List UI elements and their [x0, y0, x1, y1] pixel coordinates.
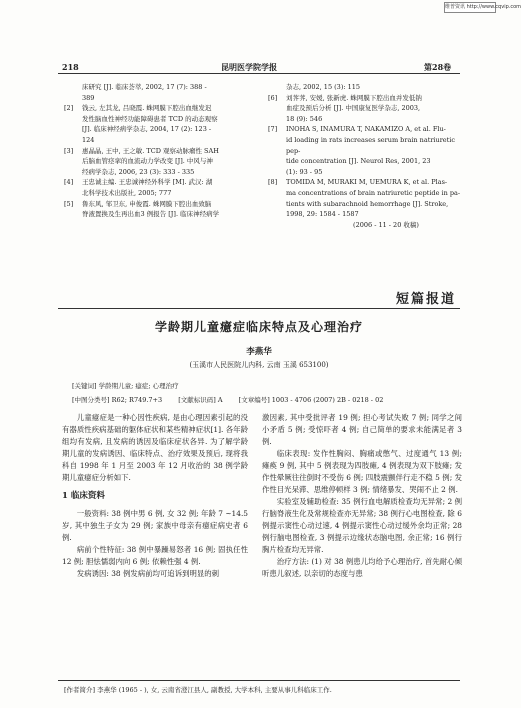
article-author: 李燕华: [246, 347, 272, 357]
reference-text: INOHA S, INAMURA T, NAKAMIZO A, et al. Flu- id loading in rats increases serum brain natriuretic pep- tide concentration [J]. Neurol Res, 2001, 23 (1): 93 - 95: [286, 125, 455, 176]
references-right-column: [268, 82, 464, 230]
lab-tests-paragraph: 实验室及辅助检查: 35 例行血电解质检查均无异常; 2 例行脑脊液生化及常规检查亦无异常; 38 例行心电图检查, 除 6 例提示窦性心动过速, 4 例提示窦性心动过缓外余均正常; 28 例行脑电图检查, 3 例提示边缘状态脑电图, 余正常; 16 例行胸片检查均无异常.: [262, 497, 462, 554]
triggers-paragraph: 发病诱因: 38 例发病前均可追诉到明显的刺: [76, 569, 220, 578]
volume-number: 第28卷: [424, 62, 452, 72]
footnote-rule: [58, 680, 460, 681]
reference-text: 刘荠荠, 安媛, 张新虎. 蛛网膜下腔出血并发低钠 血症及预后分析 [J]. 中国康复医学杂志, 2003, 18 (9): 546: [286, 93, 422, 123]
reference-number: [7]: [268, 125, 278, 134]
body-right-column: [262, 412, 462, 580]
reference-text: 杂志, 2002, 15 (3): 115: [286, 83, 361, 91]
document-code: [文献标识码] A: [178, 396, 223, 404]
keywords: [关键词] 学龄期儿童; 癔症; 心理治疗: [72, 382, 179, 390]
reference-item: [64, 146, 252, 178]
section-banner-brief-report: 短篇报道: [396, 292, 457, 307]
reference-number: [64, 82, 82, 103]
reference-number: [5]: [64, 199, 74, 208]
reference-number: [4]: [64, 178, 74, 187]
article-affiliation: (玉溪市人民医院儿内科, 云南 玉溪 653100): [189, 361, 329, 369]
personality-paragraph: 病前个性特征: 38 例中暴躁易怒者 16 例; 固执任性 12 例; 胆怯懦弱内向 6 例; 依赖性强 4 例.: [62, 545, 248, 566]
header-rule: [58, 73, 460, 74]
reference-number: [3]: [64, 146, 74, 155]
reference-text: 鲁东风, 邹卫东, 申俊霞. 蛛网膜下腔出血致脑 脊液置换及生再出血3 例报告 [J]. 临床神经病学: [82, 199, 220, 219]
reference-number: [268, 82, 286, 93]
reference-text: 王忠诚主编. 王忠诚神经外科学 [M]. 武汉: 湖 北科学技术出版社, 2005; 777: [82, 178, 213, 197]
reference-item: [64, 103, 252, 145]
clc-number: [中图分类号] R62; R749.7+3: [72, 396, 163, 404]
reference-item: [268, 93, 464, 125]
watermark-badge: 维普资讯 http://www.cqvip.com: [444, 2, 496, 13]
reference-text: 钱云, 左其龙, 吕晓霞. 蛛网膜下腔出血继发迟 发性脑血性神经功能障碍患者 TCD 的动态观察 [J]. 临床神经病学杂志, 2004, 17 (2): 123 - 124: [82, 104, 218, 144]
references-left-column: [64, 82, 252, 220]
reference-number: [2]: [64, 104, 74, 113]
received-date: (2006 - 11 - 20 收稿): [353, 220, 419, 229]
journal-name: 昆明医学院学报: [221, 62, 277, 72]
references-right-list: [268, 82, 464, 220]
section-heading: 1 临床资料: [62, 491, 105, 501]
reference-item: [268, 124, 464, 177]
banner-rule: [58, 308, 460, 309]
page-number: 218: [62, 62, 79, 72]
body-left-column: [62, 412, 248, 580]
article-number: [文章编号] 1003 - 4706 (2007) 2B - 0218 - 02: [238, 396, 384, 404]
triggers-continued-paragraph: 激因素, 其中受批评者 19 例; 担心考试失败 7 例; 同学之间小矛盾 5 例; 受惊吓者 4 例; 自己简单的要求未能满足者 3 例.: [262, 413, 462, 446]
reference-text: TOMIDA M, MURAKI M, UEMURA K, et al. Plas- ma concentrations of brain natriuretic peptide in pa- tients with subarachnoid hemorrhage [J]. Stroke, 1998, 29: 1584 - 1587: [286, 178, 461, 219]
author-footnote: [作者简介] 李燕华 (1965 - ), 女, 云南省澄江县人, 副教授, 大学本科, 主要从事儿科临床工作.: [64, 686, 332, 694]
intro-paragraph: 儿童癔症是一种心因性疾病, 是由心理因素引起的没有器质性疾病基础的躯体症状和某些精神症状[1]. 各年龄组均有发病, 且发病的诱因及临床症状各异. 为了解学龄期儿童的发病诱因、临床特点、治疗效果及预后, 现将我科自 1998 年 1 月至 2003 年 12 月收治的 38 例学龄期儿童癔症分析如下.: [62, 413, 248, 482]
reference-item: [64, 177, 252, 198]
treatment-paragraph: 治疗方法: (1) 对 38 例患儿均给予心理治疗, 首先耐心倾听患儿叙述, 以亲切的态度与患: [262, 557, 462, 578]
reference-item: [268, 177, 464, 219]
classification-meta: [72, 395, 397, 404]
reference-text: 惠晶晶, 王中, 王之敏. TCD 观察动脉瘤性 SAH 后脑血管痉挛的血流动力学改变 [J]. 中风与神 经病学杂志, 2006, 23 (3): 333 - 335: [82, 146, 219, 176]
reference-item: [268, 82, 464, 93]
reference-item: [64, 82, 252, 103]
reference-text: 床研究 [J]. 临床荟萃, 2002, 17 (7): 388 - 389: [82, 83, 207, 102]
clinical-manifestations-paragraph: 临床表现: 发作性胸闷、胸痛或憋气、过度通气 13 例; 瘫痪 9 例, 其中 5 例表现为四肢瘫, 4 例表现为双下肢瘫; 发作性晕厥往往倒时不受伤 6 例; 四肢震颤伴行走不稳 5 例; 发作性目光呆滞、思维停顿样 3 例; 情绪暴发、哭闹不止 2 例.: [262, 449, 462, 494]
reference-number: [8]: [268, 178, 278, 187]
reference-item: [64, 199, 252, 220]
general-data-paragraph: 一般资料: 38 例中男 6 例, 女 32 例; 年龄 7 ~14.5 岁, 其中独生子女为 29 例; 家族中母亲有癔症病史者 6 例.: [62, 509, 248, 542]
article-title: 学龄期儿童癔症临床特点及心理治疗: [154, 320, 363, 334]
reference-number: [6]: [268, 93, 278, 102]
